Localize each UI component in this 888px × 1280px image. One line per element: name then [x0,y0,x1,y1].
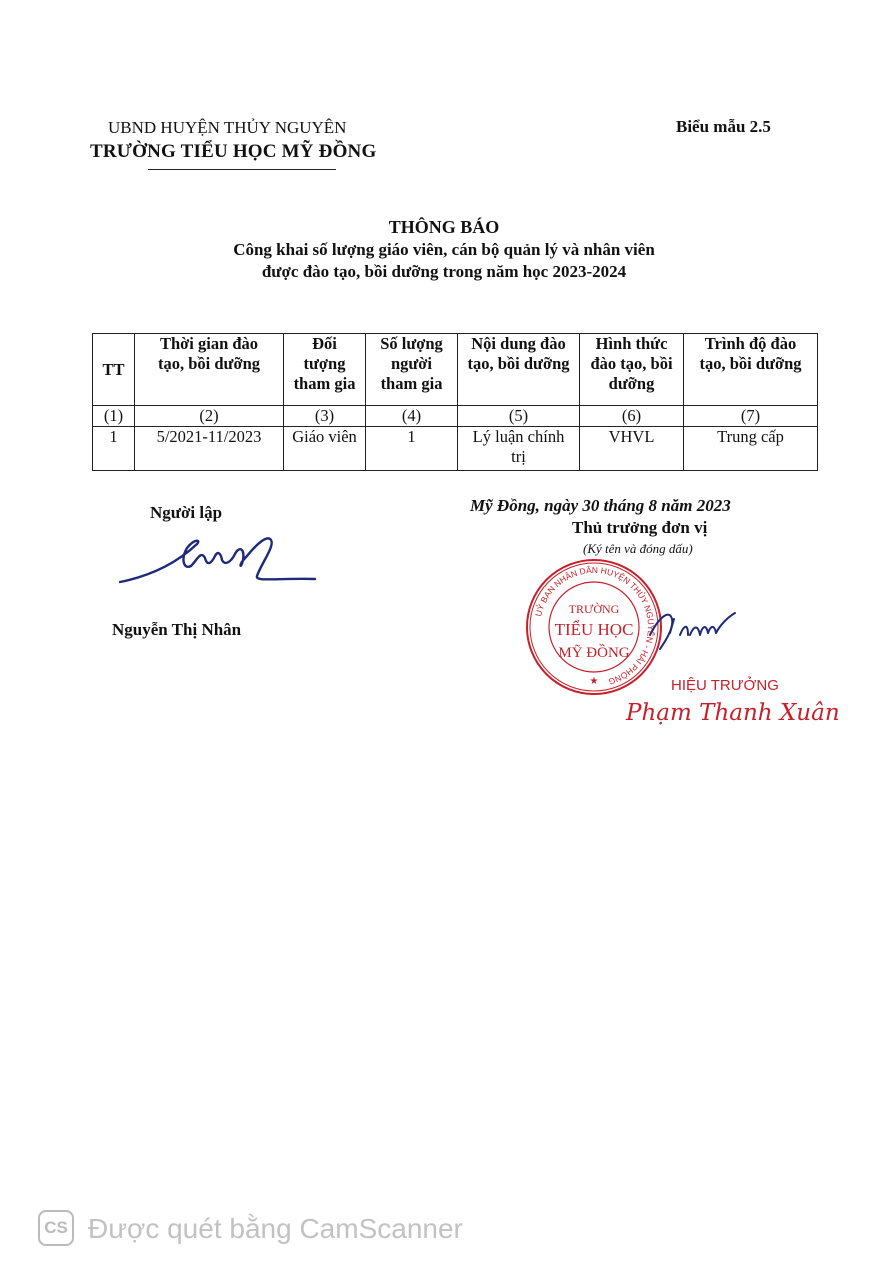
cell-tt: 1 [93,427,135,471]
organization-name: UBND HUYỆN THỦY NGUYÊN [108,118,347,137]
header-cell-time: Thời gian đào tạo, bồi dưỡng [135,334,284,406]
header-cell-form: Hình thức đào tạo, bồi dưỡng [580,334,684,406]
notice-subtitle-line2: được đào tạo, bồi dưỡng trong năm học 2023-2024 [261,262,627,281]
header-cell-count: Số lượng người tham gia [366,334,458,406]
table-row [93,427,818,471]
column-number: (4) [366,406,458,427]
seal-ring-text: UỶ BAN NHÂN DÂN HUYỆN THỦY NGUYÊN - HẢI PHÒNG [533,564,657,687]
column-number: (3) [284,406,366,427]
notice-title: THÔNG BÁO [388,217,500,237]
form-code: Biểu mẫu 2.5 [676,117,771,136]
training-table [92,333,818,471]
school-name: TRƯỜNG TIỂU HỌC MỸ ĐỒNG [90,141,377,162]
cell-target: Giáo viên [284,427,366,471]
notice-subtitle-line1: Công khai số lượng giáo viên, cán bộ quản lý và nhân viên [233,240,655,259]
school-underline [148,169,336,170]
header-cell-target: Đối tượng tham gia [284,334,366,406]
table-number-row [93,406,818,427]
creator-signature [115,530,320,590]
sign-note: (Ký tên và đóng dấu) [583,541,693,556]
cell-time: 5/2021-11/2023 [135,427,284,471]
seal-star-icon: ★ [589,676,599,687]
head-of-unit-label: Thủ trưởng đơn vị [572,518,708,537]
principal-title: HIỆU TRƯỞNG [671,677,779,694]
creator-label: Người lập [150,503,223,522]
scanner-watermark: Được quét bằng CamScanner [88,1213,463,1244]
cell-count: 1 [366,427,458,471]
column-number: (6) [580,406,684,427]
camscanner-logo-icon: CS [38,1210,74,1246]
cell-form: VHVL [580,427,684,471]
column-number: (2) [135,406,284,427]
header-cell-tt: TT [93,334,135,406]
table-header-row [93,334,818,406]
cell-content: Lý luận chính trị [458,427,580,471]
creator-name: Nguyễn Thị Nhân [112,620,242,639]
header-cell-content: Nội dung đào tạo, bồi dưỡng [458,334,580,406]
seal-line2: TIỂU HỌC [554,620,634,639]
date-line: Mỹ Đồng, ngày 30 tháng 8 năm 2023 [470,496,731,515]
seal-line3: MỸ ĐỒNG [558,645,630,661]
seal-line1: TRƯỜNG [568,602,620,616]
column-number: (7) [684,406,818,427]
column-number: (5) [458,406,580,427]
principal-signature [640,605,740,655]
cell-level: Trung cấp [684,427,818,471]
column-number: (1) [93,406,135,427]
principal-name: Phạm Thanh Xuân [626,700,840,726]
header-cell-level: Trình độ đào tạo, bồi dưỡng [684,334,818,406]
